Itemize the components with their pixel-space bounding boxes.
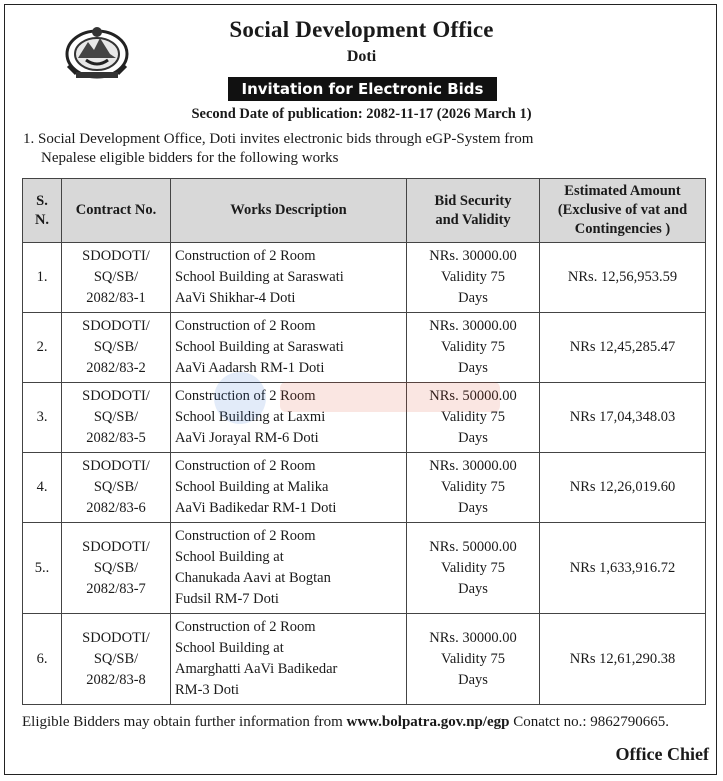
cell-sn: 3. bbox=[23, 383, 62, 453]
description-line: Construction of 2 Room bbox=[175, 388, 316, 404]
cell-bid-security bbox=[407, 523, 540, 614]
footer-text-before: Eligible Bidders may obtain further information from bbox=[22, 714, 347, 730]
cell-bid-security bbox=[407, 453, 540, 523]
bids-table bbox=[22, 178, 706, 705]
cell-sn: 6. bbox=[23, 614, 62, 705]
cell-sn: 2. bbox=[23, 313, 62, 383]
cell-contract bbox=[62, 383, 171, 453]
office-name: Social Development Office bbox=[229, 17, 494, 42]
cell-bid-security bbox=[407, 243, 540, 313]
contract-line: SDODOTI/ bbox=[82, 629, 150, 646]
contract-line: 2082/83-8 bbox=[86, 671, 146, 688]
cell-amount: NRs 17,04,348.03 bbox=[540, 383, 706, 453]
description-line: AaVi Shikhar-4 Doti bbox=[175, 290, 296, 306]
bid-line: Validity 75 bbox=[440, 650, 506, 667]
description-line: School Building at Saraswati bbox=[175, 269, 344, 285]
description-line: School Building at bbox=[175, 640, 284, 656]
footer-website-link[interactable]: www.bolpatra.gov.np/egp bbox=[346, 714, 510, 730]
cell-sn: 1. bbox=[23, 243, 62, 313]
office-chief-signature: Office Chief bbox=[615, 744, 709, 764]
footer-text-after: Conatct no.: 9862790665. bbox=[509, 714, 670, 730]
contract-line: SQ/SB/ bbox=[93, 409, 139, 425]
bid-line: Days bbox=[458, 500, 488, 516]
bid-line: Days bbox=[458, 290, 488, 306]
contract-line: 2082/83-2 bbox=[86, 360, 146, 376]
bid-line: Days bbox=[458, 360, 488, 376]
cell-sn: 5.. bbox=[23, 523, 62, 614]
table-row bbox=[23, 243, 706, 313]
cell-description bbox=[171, 383, 407, 453]
cell-bid-security bbox=[407, 614, 540, 705]
header-sn bbox=[23, 179, 62, 243]
cell-contract bbox=[62, 243, 171, 313]
table-row bbox=[23, 453, 706, 523]
table-row bbox=[23, 313, 706, 383]
header-bid-line-1: Bid Security bbox=[434, 192, 512, 209]
description-line: School Building at bbox=[175, 549, 284, 565]
cell-description bbox=[171, 453, 407, 523]
header-amount-line-1: Estimated Amount bbox=[564, 183, 681, 199]
bid-line: NRs. 50000.00 bbox=[429, 388, 517, 404]
bid-line: Validity 75 bbox=[440, 409, 506, 425]
cell-amount: NRs 12,45,285.47 bbox=[540, 313, 706, 383]
contract-line: SDODOTI/ bbox=[82, 318, 150, 334]
contract-line: 2082/83-1 bbox=[86, 290, 146, 306]
description-line: Chanukada Aavi at Bogtan bbox=[175, 570, 331, 586]
header-sn-line-2: N. bbox=[34, 211, 50, 228]
description-line: Construction of 2 Room bbox=[175, 248, 316, 264]
intro-line-2: Nepalese eligible bidders for the following works bbox=[41, 150, 339, 166]
cell-contract bbox=[62, 614, 171, 705]
bid-line: NRs. 30000.00 bbox=[429, 458, 517, 474]
footer-note bbox=[22, 712, 709, 733]
cell-description bbox=[171, 614, 407, 705]
bid-line: Validity 75 bbox=[440, 339, 506, 355]
contract-line: 2082/83-5 bbox=[86, 430, 146, 446]
cell-amount: NRs 12,26,019.60 bbox=[540, 453, 706, 523]
description-line: AaVi Jorayal RM-6 Doti bbox=[175, 430, 319, 446]
contract-line: SDODOTI/ bbox=[82, 388, 150, 404]
table-row bbox=[23, 383, 706, 453]
contract-line: SDODOTI/ bbox=[82, 538, 150, 555]
intro-number: 1. bbox=[23, 131, 35, 147]
bid-line: NRs. 30000.00 bbox=[429, 629, 517, 646]
bid-line: Validity 75 bbox=[440, 269, 506, 285]
header-amount-line-3: Contingencies ) bbox=[574, 221, 671, 237]
table-header-row bbox=[23, 179, 706, 243]
description-line: AaVi Aadarsh RM-1 Doti bbox=[175, 360, 325, 376]
bid-line: Validity 75 bbox=[440, 559, 506, 576]
intro-paragraph bbox=[23, 130, 707, 168]
publication-date: Second Date of publication: 2082-11-17 (2026 March 1) bbox=[191, 106, 532, 122]
description-line: School Building at Malika bbox=[175, 479, 329, 495]
description-line: School Building at Laxmi bbox=[175, 409, 326, 425]
cell-bid-security bbox=[407, 313, 540, 383]
description-line: Construction of 2 Room bbox=[175, 458, 316, 474]
bid-line: Days bbox=[458, 580, 488, 597]
header-contract-no: Contract No. bbox=[62, 179, 171, 243]
cell-bid-security bbox=[407, 383, 540, 453]
cell-description bbox=[171, 313, 407, 383]
cell-sn: 4. bbox=[23, 453, 62, 523]
bid-line: NRs. 30000.00 bbox=[429, 318, 517, 334]
description-line: Construction of 2 Room bbox=[175, 528, 316, 544]
contract-line: SQ/SB/ bbox=[93, 559, 139, 576]
description-line: Construction of 2 Room bbox=[175, 619, 316, 635]
table-row bbox=[23, 523, 706, 614]
cell-contract bbox=[62, 523, 171, 614]
description-line: Construction of 2 Room bbox=[175, 318, 316, 334]
cell-amount: NRs. 12,56,953.59 bbox=[540, 243, 706, 313]
description-line: School Building at Saraswati bbox=[175, 339, 344, 355]
cell-amount: NRs 12,61,290.38 bbox=[540, 614, 706, 705]
contract-line: SQ/SB/ bbox=[93, 339, 139, 355]
contract-line: SQ/SB/ bbox=[93, 269, 139, 285]
bid-line: Days bbox=[458, 430, 488, 446]
bid-line: Days bbox=[458, 671, 488, 688]
description-line: RM-3 Doti bbox=[175, 682, 240, 698]
cell-amount: NRs 1,633,916.72 bbox=[540, 523, 706, 614]
contract-line: SQ/SB/ bbox=[93, 479, 139, 495]
header-bid-security bbox=[407, 179, 540, 243]
description-line: Amarghatti AaVi Badikedar bbox=[175, 661, 338, 677]
table-row bbox=[23, 614, 706, 705]
contract-line: 2082/83-7 bbox=[86, 580, 146, 597]
district-name: Doti bbox=[346, 48, 377, 65]
contract-line: SDODOTI/ bbox=[82, 248, 150, 264]
description-line: Fudsil RM-7 Doti bbox=[175, 591, 279, 607]
description-line: AaVi Badikedar RM-1 Doti bbox=[175, 500, 337, 516]
bid-line: NRs. 30000.00 bbox=[429, 248, 517, 264]
contract-line: 2082/83-6 bbox=[86, 500, 146, 516]
bid-line: NRs. 50000.00 bbox=[429, 538, 517, 555]
intro-line-1: Social Development Office, Doti invites electronic bids through eGP-System from bbox=[38, 131, 534, 147]
cell-description bbox=[171, 243, 407, 313]
header-bid-line-2: and Validity bbox=[435, 211, 511, 228]
contract-line: SDODOTI/ bbox=[82, 458, 150, 474]
cell-description bbox=[171, 523, 407, 614]
cell-contract bbox=[62, 453, 171, 523]
cell-contract bbox=[62, 313, 171, 383]
header-estimated-amount bbox=[540, 179, 706, 243]
header-amount-line-2: (Exclusive of vat and bbox=[557, 202, 688, 218]
header-sn-line-1: S. bbox=[36, 192, 48, 209]
contract-line: SQ/SB/ bbox=[93, 650, 139, 667]
bid-line: Validity 75 bbox=[440, 479, 506, 495]
header-works-description: Works Description bbox=[171, 179, 407, 243]
banner-title: Invitation for Electronic Bids bbox=[228, 77, 497, 101]
